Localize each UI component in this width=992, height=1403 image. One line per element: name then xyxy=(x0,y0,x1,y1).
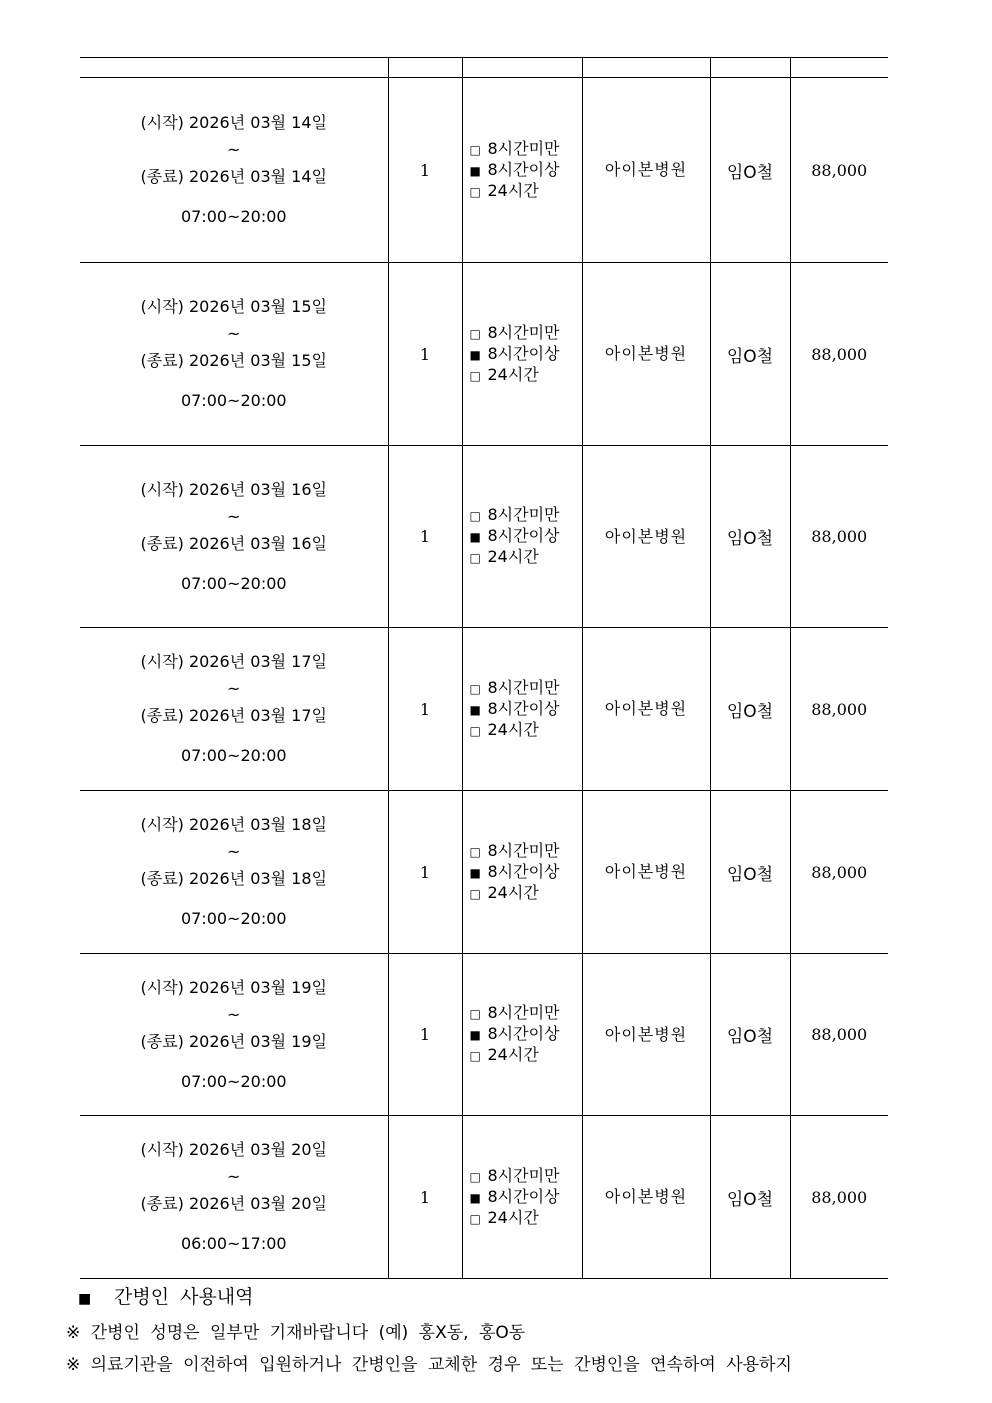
duration-options xyxy=(462,954,582,1116)
period-cell xyxy=(80,628,388,791)
option-over-8h xyxy=(470,699,582,720)
end-date: (종료) 2026년 03월 19일 xyxy=(140,1031,327,1051)
option-24h xyxy=(470,720,582,741)
end-date: (종료) 2026년 03월 18일 xyxy=(140,869,327,888)
usage-table xyxy=(80,57,888,1279)
amount-cell: 88,000 xyxy=(790,954,888,1116)
hospital-cell: 아이본병원 xyxy=(582,628,710,791)
time-range: 07:00~20:00 xyxy=(180,909,287,928)
empty-checkbox-icon: □ xyxy=(469,886,481,901)
option-label: 24시간 xyxy=(487,547,539,566)
option-24h xyxy=(470,365,582,386)
table-row xyxy=(80,954,888,1116)
empty-checkbox-icon: □ xyxy=(469,1169,481,1184)
hospital-cell: 아이본병원 xyxy=(582,1116,710,1279)
range-tilde: ~ xyxy=(227,506,241,526)
option-under-8h xyxy=(470,1003,582,1024)
option-label: 8시간이상 xyxy=(487,1024,560,1043)
empty-checkbox-icon: □ xyxy=(469,368,481,383)
empty-checkbox-icon: □ xyxy=(469,551,481,565)
empty-checkbox-icon: □ xyxy=(469,1049,481,1063)
period-cell xyxy=(80,78,388,263)
time-range: 07:00~20:00 xyxy=(180,746,287,765)
start-date: (시작) 2026년 03월 20일 xyxy=(140,1140,327,1159)
caregiver-name-cell: 임O철 xyxy=(710,791,790,954)
start-date: (시작) 2026년 03월 19일 xyxy=(140,977,327,997)
option-label: 8시간미만 xyxy=(487,840,560,860)
amount-cell: 88,000 xyxy=(790,1116,888,1279)
end-date: (종료) 2026년 03월 16일 xyxy=(140,533,327,553)
time-range: 07:00~20:00 xyxy=(180,207,287,226)
option-label: 8시간이상 xyxy=(487,1186,560,1206)
caregiver-name-cell: 임O철 xyxy=(710,446,790,628)
count-cell: 1 xyxy=(388,78,462,263)
option-24h xyxy=(470,1208,582,1229)
option-24h xyxy=(470,181,582,202)
caregiver-name-cell: 임O철 xyxy=(710,263,790,446)
filled-checkbox-icon: ■ xyxy=(469,347,481,362)
count-cell: 1 xyxy=(388,954,462,1116)
amount-cell: 88,000 xyxy=(790,446,888,628)
time-range: 07:00~20:00 xyxy=(180,1071,287,1091)
amount-cell: 88,000 xyxy=(790,791,888,954)
option-label: 8시간미만 xyxy=(487,322,560,342)
end-date: (종료) 2026년 03월 17일 xyxy=(140,706,327,725)
caregiver-name-cell: 임O철 xyxy=(710,78,790,263)
filled-checkbox-icon: ■ xyxy=(469,702,481,717)
option-label: 8시간이상 xyxy=(487,861,560,881)
table-row xyxy=(80,791,888,954)
filled-checkbox-icon: ■ xyxy=(469,163,481,178)
option-under-8h xyxy=(470,1166,582,1187)
duration-options xyxy=(462,263,582,446)
period-cell xyxy=(80,791,388,954)
empty-checkbox-icon: □ xyxy=(469,184,481,199)
option-label: 8시간이상 xyxy=(487,698,560,718)
header-cell xyxy=(582,58,710,78)
option-label: 24시간 xyxy=(487,882,539,902)
table-row xyxy=(80,1116,888,1279)
period-cell xyxy=(80,1116,388,1279)
section-heading-text: 간병인 사용내역 xyxy=(114,1286,254,1308)
start-date: (시작) 2026년 03월 17일 xyxy=(140,652,327,671)
start-date: (시작) 2026년 03월 15일 xyxy=(140,297,327,316)
period-cell xyxy=(80,954,388,1116)
amount-cell: 88,000 xyxy=(790,263,888,446)
option-under-8h xyxy=(470,841,582,862)
filled-checkbox-icon: ■ xyxy=(469,1028,481,1042)
range-tilde: ~ xyxy=(227,324,241,343)
option-24h xyxy=(470,547,582,568)
section-heading xyxy=(78,1282,254,1309)
filled-checkbox-icon: ■ xyxy=(469,865,481,880)
caregiver-usage-table xyxy=(80,57,888,1279)
empty-checkbox-icon: □ xyxy=(469,1211,481,1226)
empty-checkbox-icon: □ xyxy=(469,326,481,341)
option-24h xyxy=(470,883,582,904)
start-date: (시작) 2026년 03월 14일 xyxy=(140,113,327,132)
period-cell xyxy=(80,446,388,628)
amount-cell: 88,000 xyxy=(790,628,888,791)
hospital-cell: 아이본병원 xyxy=(582,954,710,1116)
note-hospital-transfer: ※ 의료기관을 이전하여 입원하거나 간병인을 교체한 경우 또는 간병인을 연속하여 사용하지 xyxy=(66,1355,792,1375)
option-label: 8시간이상 xyxy=(487,159,560,179)
option-under-8h xyxy=(470,505,582,526)
count-cell: 1 xyxy=(388,628,462,791)
option-label: 24시간 xyxy=(487,364,539,384)
amount-cell: 88,000 xyxy=(790,78,888,263)
option-label: 8시간이상 xyxy=(487,526,560,545)
duration-options xyxy=(462,628,582,791)
range-tilde: ~ xyxy=(227,679,241,698)
count-cell: 1 xyxy=(388,446,462,628)
empty-checkbox-icon: □ xyxy=(469,509,481,523)
hospital-cell: 아이본병원 xyxy=(582,446,710,628)
range-tilde: ~ xyxy=(227,1004,241,1024)
option-over-8h xyxy=(470,1187,582,1208)
option-label: 24시간 xyxy=(487,1207,539,1227)
option-label: 8시간미만 xyxy=(487,1165,560,1185)
hospital-cell: 아이본병원 xyxy=(582,263,710,446)
duration-options xyxy=(462,78,582,263)
caregiver-name-cell: 임O철 xyxy=(710,628,790,791)
count-cell: 1 xyxy=(388,263,462,446)
square-bullet-icon: ■ xyxy=(78,1291,92,1307)
table-row xyxy=(80,628,888,791)
header-cell xyxy=(462,58,582,78)
range-tilde: ~ xyxy=(227,842,241,861)
option-over-8h xyxy=(470,160,582,181)
empty-checkbox-icon: □ xyxy=(469,681,481,696)
header-cell xyxy=(790,58,888,78)
start-date: (시작) 2026년 03월 16일 xyxy=(140,479,327,499)
option-over-8h xyxy=(470,526,582,547)
header-cell xyxy=(388,58,462,78)
count-cell: 1 xyxy=(388,1116,462,1279)
caregiver-name-cell: 임O철 xyxy=(710,954,790,1116)
empty-checkbox-icon: □ xyxy=(469,723,481,738)
empty-checkbox-icon: □ xyxy=(469,1007,481,1021)
option-over-8h xyxy=(470,344,582,365)
option-label: 24시간 xyxy=(487,180,539,200)
option-over-8h xyxy=(470,862,582,883)
hospital-cell: 아이본병원 xyxy=(582,791,710,954)
start-date: (시작) 2026년 03월 18일 xyxy=(140,815,327,834)
option-under-8h xyxy=(470,323,582,344)
header-row xyxy=(80,58,888,78)
option-over-8h xyxy=(470,1024,582,1045)
end-date: (종료) 2026년 03월 15일 xyxy=(140,351,327,370)
time-range: 07:00~20:00 xyxy=(180,391,287,410)
time-range: 07:00~20:00 xyxy=(180,573,287,593)
option-under-8h xyxy=(470,139,582,160)
range-tilde: ~ xyxy=(227,1167,241,1186)
end-date: (종료) 2026년 03월 14일 xyxy=(140,167,327,186)
option-label: 8시간미만 xyxy=(487,505,560,524)
table-row xyxy=(80,263,888,446)
hospital-cell: 아이본병원 xyxy=(582,78,710,263)
duration-options xyxy=(462,1116,582,1279)
table-row xyxy=(80,78,888,263)
option-label: 8시간미만 xyxy=(487,677,560,697)
filled-checkbox-icon: ■ xyxy=(469,1190,481,1205)
period-cell xyxy=(80,263,388,446)
option-label: 24시간 xyxy=(487,719,539,739)
option-under-8h xyxy=(470,678,582,699)
time-range: 06:00~17:00 xyxy=(180,1234,287,1253)
duration-options xyxy=(462,791,582,954)
option-label: 8시간미만 xyxy=(487,138,560,158)
header-cell xyxy=(80,58,388,78)
empty-checkbox-icon: □ xyxy=(469,142,481,157)
header-cell xyxy=(710,58,790,78)
caregiver-name-cell: 임O철 xyxy=(710,1116,790,1279)
option-24h xyxy=(470,1045,582,1066)
duration-options xyxy=(462,446,582,628)
note-name-format: ※ 간병인 성명은 일부만 기재바랍니다 (예) 홍X동, 홍O동 xyxy=(66,1323,526,1343)
empty-checkbox-icon: □ xyxy=(469,844,481,859)
option-label: 24시간 xyxy=(487,1045,539,1064)
filled-checkbox-icon: ■ xyxy=(469,530,481,544)
table-row xyxy=(80,446,888,628)
option-label: 8시간미만 xyxy=(487,1003,560,1022)
end-date: (종료) 2026년 03월 20일 xyxy=(140,1194,327,1213)
option-label: 8시간이상 xyxy=(487,343,560,363)
range-tilde: ~ xyxy=(227,140,241,159)
count-cell: 1 xyxy=(388,791,462,954)
